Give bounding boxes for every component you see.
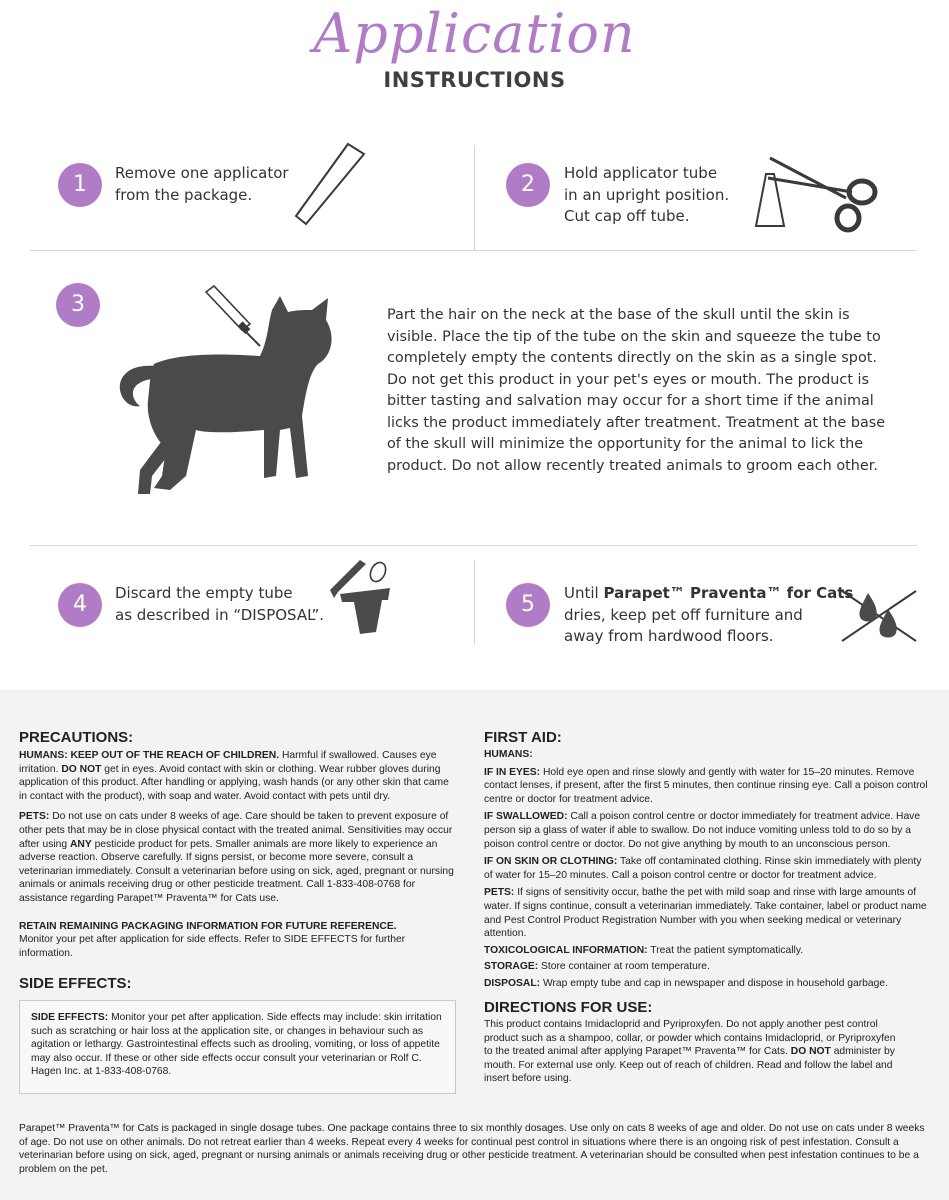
step-3-instructions: Part the hair on the neck at the base of the skull until the skin is visible. Place the tip of the tube on the skin and squeeze the tube to completely empty the contents directly on the skin as a single spot. Do not get this product in your pet's eyes or mouth. The product is bitter tasting and salvation may occur for a short time if the animal licks the product immediately after treatment. Treatment at the base of the skull will minimize the opportunity for the animal to lick the product. Do not allow recently treated animals to groom each other. — [387, 307, 886, 474]
cat-silhouette-icon — [110, 280, 350, 505]
pets-any: ANY — [69, 838, 92, 850]
side-effects-text — [31, 1011, 446, 1079]
no-liquid-drops-icon — [838, 585, 922, 647]
step-2-text — [564, 163, 729, 228]
step-2-line: Cut cap off tube. — [564, 207, 690, 225]
directions-do-not: DO NOT — [790, 1046, 831, 1058]
step-number-2: 2 — [506, 163, 550, 207]
humans-text: Harmful if swallowed. Causes eye irritation. — [19, 750, 437, 775]
page-title: Application — [313, 2, 636, 65]
pets-text: Do not use on cats under 8 weeks of age. Care should be taken to prevent exposure of other pets that may be in close physical contact with the treated animal. Sensitivities may occur after using — [19, 811, 453, 850]
step-5-line — [564, 583, 853, 605]
product-name: Parapet™ Praventa™ for Cats — [603, 584, 854, 602]
directions-body: This product contains Imidacloprid and Pyriproxyfen. Do not apply another pest control product such as a shampoo, collar, or powder which contains Imidacloprid, or Pyriproxyfen to the treated animal after applying Parapet™ Praventa™ for Cats. — [484, 1019, 896, 1058]
humans-label: HUMANS: KEEP OUT OF THE REACH OF CHILDREN. — [19, 750, 280, 761]
step-4-line: as described in “DISPOSAL”. — [115, 605, 325, 624]
first-aid-text — [484, 748, 932, 991]
swallowed-label: IF SWALLOWED: — [484, 811, 568, 823]
side-effects-heading: SIDE EFFECTS: — [19, 975, 132, 992]
side-effects-body: Monitor your pet after application. Side effects may include: skin irritation such as scratching or hair loss at the application site, or changes in behaviour such as agitation or lethargy. Gastrointestinal effects such as drooling, vomiting, or loss of appetite may also occur. If these or other side effects occur consult your veterinarian or Rolf C. Hagen Inc. at 1-833-408-0768. — [31, 1012, 442, 1078]
divider — [30, 545, 917, 546]
precautions-heading: PRECAUTIONS: — [19, 729, 134, 746]
tox-label: TOXICOLOGICAL INFORMATION: — [484, 944, 648, 956]
first-aid-eyes — [484, 766, 932, 807]
step-4-text — [115, 583, 324, 626]
first-aid-pets-text: If signs of sensitivity occur, bathe the pet with mild soap and rinse with large amounts of water. If signs continue, consult a veterinarian immediately. Take container, label or product name and Pest Control Product Registration Number with you when seeking medical or veterinary attention. — [484, 887, 927, 940]
divider — [30, 250, 917, 251]
skin-label: IF ON SKIN OR CLOTHING: — [484, 856, 618, 868]
divider — [474, 145, 475, 250]
step-1-line: from the package. — [115, 185, 253, 204]
first-aid-storage — [484, 960, 932, 974]
step-2-line: Hold applicator tube — [564, 164, 718, 182]
precautions-humans — [19, 749, 459, 803]
scissors-tube-icon — [752, 152, 882, 242]
directions-body: administer by mouth. For external use only. Keep out of reach of children. Read and follow the label and insert before using. — [484, 1046, 895, 1085]
step-5-text — [564, 583, 853, 648]
precautions-pets — [19, 810, 459, 905]
skin-text: Take off contaminated clothing. Rinse skin immediately with plenty of water for 15–20 minutes. Call a poison control centre or doctor for treatment advice. — [484, 856, 922, 881]
step-number-4: 4 — [58, 583, 102, 627]
storage-label: STORAGE: — [484, 961, 539, 973]
first-aid-pets-label: PETS: — [484, 887, 515, 899]
step-1-text — [115, 163, 289, 206]
step-1-line: Remove one applicator — [115, 164, 289, 182]
directions-heading: DIRECTIONS FOR USE: — [484, 999, 653, 1016]
step-4-line: Discard the empty tube — [115, 584, 293, 602]
footer-text: Parapet™ Praventa™ for Cats is packaged in single dosage tubes. One package contains three to six monthly dosages. Use only on cats 8 weeks of age and older. Do not use on cats under 8 weeks of age. Do not use on other animals. Do not retreat earlier than 4 weeks. Repeat every 4 weeks for continual pest control in situations where there is an ongoing risk of pest infestation. Consult a veterinarian before using on sick, aged, pregnant or nursing animals or animals receiving drug or other pesticide treatment. A veterinarian should be consulted when pest infestation continues to be a problem on the pet. — [19, 1123, 925, 1175]
eyes-text: Hold eye open and rinse slowly and gently with water for 15–20 minutes. Remove contact lenses, if present, after the first 5 minutes, then continue rinsing eye. Call a poison control centre or doctor for treatment advice. — [484, 766, 928, 805]
applicator-icon — [290, 140, 370, 230]
retain-text: Monitor your pet after application for side effects. Refer to SIDE EFFECTS for further information. — [19, 934, 406, 959]
step-2-line: in an upright position. — [564, 185, 730, 204]
storage-text: Store container at room temperature. — [538, 961, 710, 973]
trash-bin-icon — [326, 558, 396, 638]
divider — [474, 560, 475, 645]
directions-text — [484, 1018, 904, 1086]
humans-text: get in eyes. Avoid contact with skin or clothing. Wear rubber gloves during application of this product. After handling or applying, wash hands (or any other skin that came in contact with the product), with soap and water. Avoid contact with pets until dry. — [19, 763, 449, 802]
precautions-text — [19, 749, 459, 960]
first-aid-swallowed — [484, 810, 932, 851]
eyes-label: IF IN EYES: — [484, 766, 541, 778]
step-number-5: 5 — [506, 583, 550, 627]
side-effects-label: SIDE EFFECTS: — [31, 1012, 109, 1023]
step-5-line: away from hardwood floors. — [564, 627, 774, 645]
pets-label: PETS: — [19, 811, 50, 823]
first-aid-tox — [484, 944, 932, 958]
pets-text: pesticide product for pets. Smaller animals are more likely to experience an adverse reaction. Observe carefully. If signs persist, or become more severe, consult a veterinarian immediately. Consult a veterinarian before using on sick, aged, pregnant or nursing animals or animals receiving drug or other pesticide treatment. Call 1-833-408-0768 for assistance regarding Parapet™ Praventa™ for Cats use. — [19, 838, 454, 904]
first-aid-heading: FIRST AID: — [484, 729, 562, 746]
first-aid-disposal — [484, 977, 932, 991]
first-aid-pets — [484, 886, 932, 940]
tox-text: Treat the patient symptomatically. — [647, 944, 804, 956]
step-5-line: dries, keep pet off furniture and — [564, 605, 803, 624]
step-5-line-prefix: Until — [564, 584, 604, 602]
swallowed-text: Call a poison control centre or doctor immediately for treatment advice. Have person sip a glass of water if able to swallow. Do not induce vomiting unless told to do so by a poison control centre or doctor. Do not give anything by mouth to an unconscious person. — [484, 811, 921, 850]
retain-label: RETAIN REMAINING PACKAGING INFORMATION FOR FUTURE REFERENCE. — [19, 920, 397, 932]
step-number-1: 1 — [58, 163, 102, 207]
first-aid-humans: HUMANS: — [484, 749, 533, 760]
humans-do-not: DO NOT — [61, 763, 102, 775]
page-subtitle: INSTRUCTIONS — [383, 68, 566, 92]
first-aid-skin — [484, 855, 932, 882]
precautions-retain — [19, 920, 459, 961]
disposal-label: DISPOSAL: — [484, 977, 541, 989]
disposal-text: Wrap empty tube and cap in newspaper and dispose in household garbage. — [540, 977, 888, 989]
step-number-3: 3 — [56, 283, 100, 327]
